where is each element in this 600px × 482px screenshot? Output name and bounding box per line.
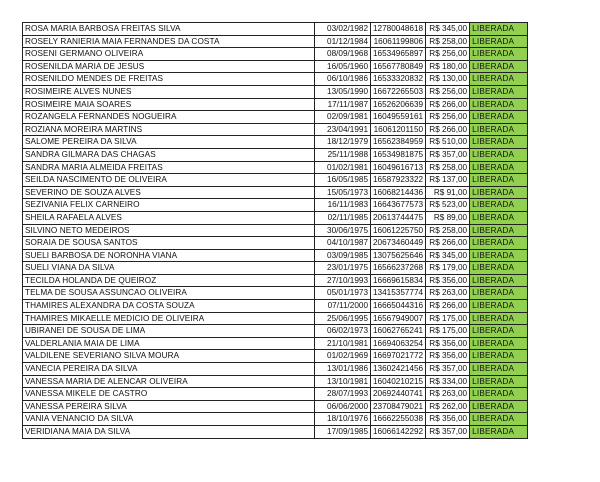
- id-number-cell[interactable]: 20692440741: [371, 388, 426, 401]
- status-cell[interactable]: LIBERADA: [470, 262, 528, 275]
- status-cell[interactable]: LIBERADA: [470, 224, 528, 237]
- id-number-cell[interactable]: 16694063254: [371, 337, 426, 350]
- status-cell[interactable]: LIBERADA: [470, 300, 528, 313]
- table-row: [23, 73, 528, 86]
- table-row: [23, 23, 528, 36]
- name-cell[interactable]: SANDRA MARIA ALMEIDA FREITAS: [23, 161, 315, 174]
- amount-cell[interactable]: R$ 345,00: [426, 249, 470, 262]
- birth-date-cell[interactable]: 03/02/1982: [315, 23, 371, 36]
- id-number-cell[interactable]: 16049559161: [371, 111, 426, 124]
- table-row: [23, 388, 528, 401]
- amount-cell[interactable]: R$ 256,00: [426, 48, 470, 61]
- name-cell[interactable]: SHEILA RAFAELA ALVES: [23, 211, 315, 224]
- amount-cell[interactable]: R$ 356,00: [426, 274, 470, 287]
- status-cell[interactable]: LIBERADA: [470, 413, 528, 426]
- table-row: [23, 300, 528, 313]
- id-number-cell[interactable]: 16526206639: [371, 98, 426, 111]
- amount-cell[interactable]: R$ 523,00: [426, 199, 470, 212]
- birth-date-cell[interactable]: 16/05/1960: [315, 60, 371, 73]
- birth-date-cell[interactable]: 02/09/1981: [315, 111, 371, 124]
- amount-cell[interactable]: R$ 510,00: [426, 136, 470, 149]
- amount-cell[interactable]: R$ 91,00: [426, 186, 470, 199]
- name-cell[interactable]: VERIDIANA MAIA DA SILVA: [23, 426, 315, 439]
- birth-date-cell[interactable]: 16/05/1985: [315, 174, 371, 187]
- id-number-cell[interactable]: 16533320832: [371, 73, 426, 86]
- birth-date-cell[interactable]: 01/02/1969: [315, 350, 371, 363]
- amount-cell[interactable]: R$ 334,00: [426, 375, 470, 388]
- birth-date-cell[interactable]: 18/10/1976: [315, 413, 371, 426]
- birth-date-cell[interactable]: 13/01/1986: [315, 363, 371, 376]
- id-number-cell[interactable]: 16066142292: [371, 426, 426, 439]
- table-row: [23, 249, 528, 262]
- name-cell[interactable]: THAMIRES ALEXANDRA DA COSTA SOUZA: [23, 300, 315, 313]
- table-row: [23, 375, 528, 388]
- name-cell[interactable]: VANESSA PEREIRA SILVA: [23, 400, 315, 413]
- table-row: [23, 287, 528, 300]
- table-row: [23, 363, 528, 376]
- status-cell[interactable]: LIBERADA: [470, 23, 528, 36]
- id-number-cell[interactable]: 16587923322: [371, 174, 426, 187]
- id-number-cell[interactable]: 16567949007: [371, 312, 426, 325]
- table-row: [23, 48, 528, 61]
- id-number-cell[interactable]: 23708479021: [371, 400, 426, 413]
- name-cell[interactable]: SEZIVANIA FELIX CARNEIRO: [23, 199, 315, 212]
- status-cell[interactable]: LIBERADA: [470, 85, 528, 98]
- name-cell[interactable]: SUELI VIANA DA SILVA: [23, 262, 315, 275]
- id-number-cell[interactable]: 16567780849: [371, 60, 426, 73]
- name-cell[interactable]: VALDERLANIA MAIA DE LIMA: [23, 337, 315, 350]
- table-row: [23, 186, 528, 199]
- amount-cell[interactable]: R$ 137,00: [426, 174, 470, 187]
- birth-date-cell[interactable]: 21/10/1981: [315, 337, 371, 350]
- amount-cell[interactable]: R$ 266,00: [426, 300, 470, 313]
- name-cell[interactable]: ROSIMEIRE ALVES NUNES: [23, 85, 315, 98]
- amount-cell[interactable]: R$ 258,00: [426, 161, 470, 174]
- table-row: [23, 337, 528, 350]
- table-row: [23, 148, 528, 161]
- id-number-cell[interactable]: 13415357774: [371, 287, 426, 300]
- amount-cell[interactable]: R$ 356,00: [426, 337, 470, 350]
- amount-cell[interactable]: R$ 256,00: [426, 111, 470, 124]
- birth-date-cell[interactable]: 06/10/1986: [315, 73, 371, 86]
- id-number-cell[interactable]: 16061225750: [371, 224, 426, 237]
- id-number-cell[interactable]: 20673460449: [371, 237, 426, 250]
- birth-date-cell[interactable]: 03/09/1985: [315, 249, 371, 262]
- birth-date-cell[interactable]: 17/09/1985: [315, 426, 371, 439]
- birth-date-cell[interactable]: 01/12/1984: [315, 35, 371, 48]
- name-cell[interactable]: VANESSA MIKELE DE CASTRO: [23, 388, 315, 401]
- spreadsheet-table: [22, 22, 528, 439]
- table-row: [23, 136, 528, 149]
- name-cell[interactable]: ROSENILDA MARIA DE JESUS: [23, 60, 315, 73]
- status-cell[interactable]: LIBERADA: [470, 35, 528, 48]
- amount-cell[interactable]: R$ 258,00: [426, 224, 470, 237]
- amount-cell[interactable]: R$ 357,00: [426, 148, 470, 161]
- birth-date-cell[interactable]: 13/10/1981: [315, 375, 371, 388]
- table-body: [23, 23, 528, 439]
- name-cell[interactable]: ROSELY RANIERIA MAIA FERNANDES DA COSTA: [23, 35, 315, 48]
- amount-cell[interactable]: R$ 357,00: [426, 426, 470, 439]
- status-cell[interactable]: LIBERADA: [470, 60, 528, 73]
- amount-cell[interactable]: R$ 89,00: [426, 211, 470, 224]
- table-row: [23, 161, 528, 174]
- status-cell[interactable]: LIBERADA: [470, 363, 528, 376]
- table-row: [23, 224, 528, 237]
- name-cell[interactable]: VALDILENE SEVERIANO SILVA MOURA: [23, 350, 315, 363]
- birth-date-cell[interactable]: 06/06/2000: [315, 400, 371, 413]
- status-cell[interactable]: LIBERADA: [470, 161, 528, 174]
- table-row: [23, 98, 528, 111]
- amount-cell[interactable]: R$ 175,00: [426, 325, 470, 338]
- birth-date-cell[interactable]: 17/11/1987: [315, 98, 371, 111]
- birth-date-cell[interactable]: 23/04/1991: [315, 123, 371, 136]
- id-number-cell[interactable]: 16643677573: [371, 199, 426, 212]
- status-cell[interactable]: LIBERADA: [470, 337, 528, 350]
- table-row: [23, 85, 528, 98]
- table-row: [23, 400, 528, 413]
- table-row: [23, 312, 528, 325]
- table-row: [23, 262, 528, 275]
- birth-date-cell[interactable]: 05/01/1973: [315, 287, 371, 300]
- status-cell[interactable]: LIBERADA: [470, 325, 528, 338]
- birth-date-cell[interactable]: 27/10/1993: [315, 274, 371, 287]
- status-cell[interactable]: LIBERADA: [470, 211, 528, 224]
- birth-date-cell[interactable]: 06/02/1973: [315, 325, 371, 338]
- name-cell[interactable]: ROZIANA MOREIRA MARTINS: [23, 123, 315, 136]
- amount-cell[interactable]: R$ 130,00: [426, 73, 470, 86]
- table-row: [23, 211, 528, 224]
- name-cell[interactable]: TECILDA HOLANDA DE QUEIROZ: [23, 274, 315, 287]
- birth-date-cell[interactable]: 15/05/1973: [315, 186, 371, 199]
- id-number-cell[interactable]: 16672265503: [371, 85, 426, 98]
- id-number-cell[interactable]: 16669615834: [371, 274, 426, 287]
- status-cell[interactable]: LIBERADA: [470, 98, 528, 111]
- birth-date-cell[interactable]: 23/01/1975: [315, 262, 371, 275]
- amount-cell[interactable]: R$ 266,00: [426, 98, 470, 111]
- name-cell[interactable]: TELMA DE SOUSA ASSUNCAO OLIVEIRA: [23, 287, 315, 300]
- birth-date-cell[interactable]: 01/02/1981: [315, 161, 371, 174]
- table-row: [23, 237, 528, 250]
- name-cell[interactable]: ROSENI GERMANO OLIVEIRA: [23, 48, 315, 61]
- id-number-cell[interactable]: 12780048618: [371, 23, 426, 36]
- status-cell[interactable]: LIBERADA: [470, 123, 528, 136]
- birth-date-cell[interactable]: 13/05/1990: [315, 85, 371, 98]
- status-cell[interactable]: LIBERADA: [470, 186, 528, 199]
- id-number-cell[interactable]: 16662255038: [371, 413, 426, 426]
- birth-date-cell[interactable]: 04/10/1987: [315, 237, 371, 250]
- amount-cell[interactable]: R$ 175,00: [426, 312, 470, 325]
- birth-date-cell[interactable]: 18/12/1979: [315, 136, 371, 149]
- id-number-cell[interactable]: 16062765241: [371, 325, 426, 338]
- table-row: [23, 60, 528, 73]
- table-row: [23, 426, 528, 439]
- id-number-cell[interactable]: 13602421456: [371, 363, 426, 376]
- name-cell[interactable]: ROSIMEIRE MAIA SOARES: [23, 98, 315, 111]
- id-number-cell[interactable]: 16566237268: [371, 262, 426, 275]
- id-number-cell[interactable]: 16068214436: [371, 186, 426, 199]
- amount-cell[interactable]: R$ 263,00: [426, 287, 470, 300]
- amount-cell[interactable]: R$ 266,00: [426, 237, 470, 250]
- name-cell[interactable]: ROSENILDO MENDES DE FREITAS: [23, 73, 315, 86]
- amount-cell[interactable]: R$ 356,00: [426, 413, 470, 426]
- name-cell[interactable]: VANIA VENANCIO DA SILVA: [23, 413, 315, 426]
- birth-date-cell[interactable]: 08/09/1968: [315, 48, 371, 61]
- amount-cell[interactable]: R$ 258,00: [426, 35, 470, 48]
- amount-cell[interactable]: R$ 256,00: [426, 85, 470, 98]
- id-number-cell[interactable]: 16061199806: [371, 35, 426, 48]
- status-cell[interactable]: LIBERADA: [470, 287, 528, 300]
- birth-date-cell[interactable]: 07/11/2000: [315, 300, 371, 313]
- amount-cell[interactable]: R$ 179,00: [426, 262, 470, 275]
- id-number-cell[interactable]: 13075625646: [371, 249, 426, 262]
- name-cell[interactable]: VANECIA PEREIRA DA SILVA: [23, 363, 315, 376]
- amount-cell[interactable]: R$ 180,00: [426, 60, 470, 73]
- name-cell[interactable]: SALOME PEREIRA DA SILVA: [23, 136, 315, 149]
- status-cell[interactable]: LIBERADA: [470, 426, 528, 439]
- status-cell[interactable]: LIBERADA: [470, 136, 528, 149]
- id-number-cell[interactable]: 20613744475: [371, 211, 426, 224]
- table-row: [23, 123, 528, 136]
- name-cell[interactable]: THAMIRES MIKAELLE MEDICIO DE OLIVEIRA: [23, 312, 315, 325]
- id-number-cell[interactable]: 16665044316: [371, 300, 426, 313]
- id-number-cell[interactable]: 16534981875: [371, 148, 426, 161]
- table-row: [23, 274, 528, 287]
- table-row: [23, 350, 528, 363]
- name-cell[interactable]: SUELI BARBOSA DE NORONHA VIANA: [23, 249, 315, 262]
- birth-date-cell[interactable]: 30/06/1975: [315, 224, 371, 237]
- name-cell[interactable]: SEILDA NASCIMENTO DE OLIVEIRA: [23, 174, 315, 187]
- birth-date-cell[interactable]: 25/11/1988: [315, 148, 371, 161]
- birth-date-cell[interactable]: 28/07/1993: [315, 388, 371, 401]
- status-cell[interactable]: LIBERADA: [470, 274, 528, 287]
- table-row: [23, 199, 528, 212]
- table-row: [23, 111, 528, 124]
- id-number-cell[interactable]: 16697021772: [371, 350, 426, 363]
- amount-cell[interactable]: R$ 357,00: [426, 363, 470, 376]
- table-row: [23, 413, 528, 426]
- status-cell[interactable]: LIBERADA: [470, 73, 528, 86]
- birth-date-cell[interactable]: 02/11/1985: [315, 211, 371, 224]
- status-cell[interactable]: LIBERADA: [470, 199, 528, 212]
- table-row: [23, 325, 528, 338]
- status-cell[interactable]: LIBERADA: [470, 148, 528, 161]
- table-row: [23, 174, 528, 187]
- status-cell[interactable]: LIBERADA: [470, 375, 528, 388]
- status-cell[interactable]: LIBERADA: [470, 174, 528, 187]
- status-cell[interactable]: LIBERADA: [470, 237, 528, 250]
- amount-cell[interactable]: R$ 263,00: [426, 388, 470, 401]
- status-cell[interactable]: LIBERADA: [470, 388, 528, 401]
- id-number-cell[interactable]: 16061201150: [371, 123, 426, 136]
- name-cell[interactable]: UBIRANEI DE SOUSA DE LIMA: [23, 325, 315, 338]
- name-cell[interactable]: ROSA MARIA BARBOSA FREITAS SILVA: [23, 23, 315, 36]
- id-number-cell[interactable]: 16534965897: [371, 48, 426, 61]
- status-cell[interactable]: LIBERADA: [470, 312, 528, 325]
- table-row: [23, 35, 528, 48]
- status-cell[interactable]: LIBERADA: [470, 400, 528, 413]
- status-cell[interactable]: LIBERADA: [470, 249, 528, 262]
- id-number-cell[interactable]: 16040210215: [371, 375, 426, 388]
- status-cell[interactable]: LIBERADA: [470, 350, 528, 363]
- amount-cell[interactable]: R$ 356,00: [426, 350, 470, 363]
- name-cell[interactable]: ROZANGELA FERNANDES NOGUEIRA: [23, 111, 315, 124]
- name-cell[interactable]: SANDRA GILMARA DAS CHAGAS: [23, 148, 315, 161]
- name-cell[interactable]: SILVINO NETO MEDEIROS: [23, 224, 315, 237]
- amount-cell[interactable]: R$ 262,00: [426, 400, 470, 413]
- id-number-cell[interactable]: 16049616713: [371, 161, 426, 174]
- name-cell[interactable]: SORAIA DE SOUSA SANTOS: [23, 237, 315, 250]
- status-cell[interactable]: LIBERADA: [470, 48, 528, 61]
- name-cell[interactable]: VANESSA MARIA DE ALENCAR OLIVEIRA: [23, 375, 315, 388]
- name-cell[interactable]: SEVERINO DE SOUZA ALVES: [23, 186, 315, 199]
- birth-date-cell[interactable]: 25/06/1995: [315, 312, 371, 325]
- birth-date-cell[interactable]: 16/11/1983: [315, 199, 371, 212]
- amount-cell[interactable]: R$ 266,00: [426, 123, 470, 136]
- status-cell[interactable]: LIBERADA: [470, 111, 528, 124]
- amount-cell[interactable]: R$ 345,00: [426, 23, 470, 36]
- id-number-cell[interactable]: 16562384959: [371, 136, 426, 149]
